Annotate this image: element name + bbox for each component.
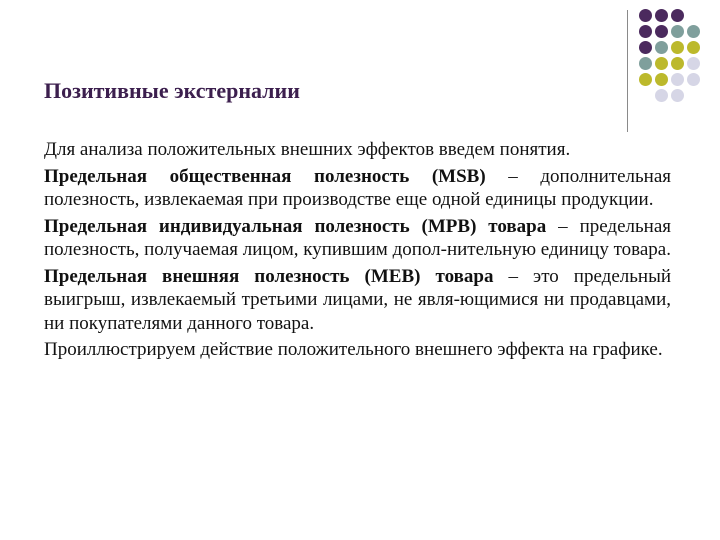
decorative-dot bbox=[671, 89, 684, 102]
decorative-dot bbox=[655, 57, 668, 70]
decorative-dot bbox=[655, 89, 668, 102]
decorative-dot bbox=[639, 25, 652, 38]
definition-msb: – дополнительная полезность, извлекаемая при производстве еще одной единицы продукции. bbox=[44, 165, 672, 210]
paragraph-meb bbox=[44, 265, 671, 336]
paragraph-mpb bbox=[44, 215, 671, 262]
slide-body bbox=[44, 138, 671, 365]
decorative-dot bbox=[655, 25, 668, 38]
decorative-dot bbox=[671, 73, 684, 86]
paragraph-conclusion bbox=[44, 338, 671, 362]
decorative-dot bbox=[687, 73, 700, 86]
term-msb: Предельная общественная полезность (MSB) bbox=[44, 165, 486, 187]
decorative-dot bbox=[655, 73, 668, 86]
decorative-dot bbox=[639, 41, 652, 54]
decorative-dot bbox=[639, 57, 652, 70]
decorative-dot bbox=[655, 41, 668, 54]
definition-meb: – это предельный выигрыш, извлекаемый третьими лицами, не явля-ющимися ни продавцами, ни покупателями данного товара. bbox=[44, 265, 672, 334]
paragraph-msb bbox=[44, 165, 671, 212]
term-meb: Предельная внешняя полезность (MEB) товара bbox=[44, 265, 494, 287]
decorative-dot bbox=[639, 9, 652, 22]
decorative-dot bbox=[687, 57, 700, 70]
decorative-dot bbox=[687, 41, 700, 54]
term-mpb: Предельная индивидуальная полезность (MPB) товара bbox=[44, 215, 547, 237]
paragraph-intro bbox=[44, 138, 671, 162]
decorative-dot bbox=[687, 9, 700, 22]
decorative-dot bbox=[655, 9, 668, 22]
decorative-dot bbox=[671, 41, 684, 54]
decorative-dot bbox=[639, 73, 652, 86]
divider-line bbox=[627, 10, 628, 132]
decorative-dot bbox=[687, 25, 700, 38]
paragraph-intro-text: Для анализа положительных внешних эффектов введем понятия. bbox=[44, 139, 571, 160]
decorative-dot bbox=[687, 89, 700, 102]
decorative-dot bbox=[671, 57, 684, 70]
slide-title: Позитивные экстерналии bbox=[44, 78, 300, 103]
decorative-dot-grid bbox=[639, 9, 700, 102]
decorative-dot bbox=[639, 89, 652, 102]
paragraph-conclusion-text: Проиллюстрируем действие положительного внешнего эффекта на графике. bbox=[44, 339, 663, 360]
decorative-dot bbox=[671, 9, 684, 22]
definition-mpb: – предельная полезность, получаемая лицом, купившим допол-нительную единицу товара. bbox=[44, 215, 671, 260]
decorative-dot bbox=[671, 25, 684, 38]
